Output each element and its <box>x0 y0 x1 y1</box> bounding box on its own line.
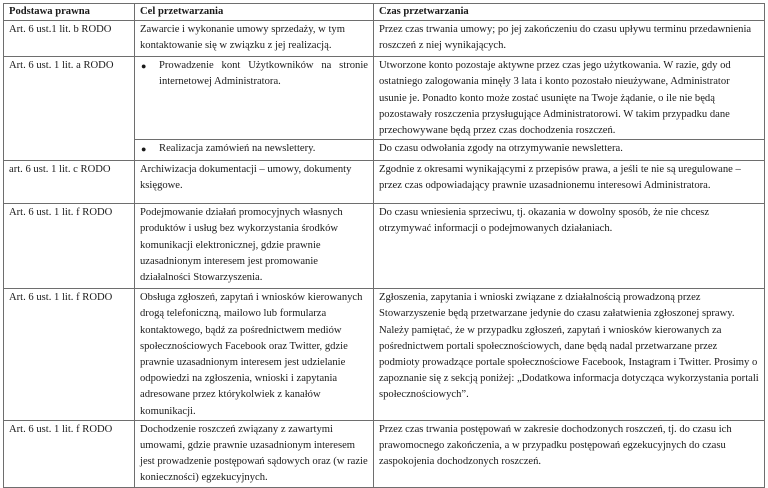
purpose-cell: Zawarcie i wykonanie umowy sprzedaży, w tym kontaktowanie się w związku z jej realizacją. <box>135 21 374 57</box>
table-row <box>4 204 765 289</box>
duration-cell: Do czasu odwołania zgody na otrzymywanie newslettera. <box>374 140 765 161</box>
purpose-cell: Podejmowanie działań promocyjnych własnych produktów i usług bez wykorzystania środków komunikacji elektronicznej, gdzie prawnie uzasadnionym interesem jest promowanie działalności Stowarzyszenia. <box>135 204 374 289</box>
legal-basis-cell: art. 6 ust. 1 lit. c RODO <box>4 161 135 204</box>
table-row <box>4 289 765 421</box>
table-row <box>4 57 765 140</box>
duration-cell: Przez czas trwania umowy; po jej zakończeniu do czasu upływu terminu przedawnienia roszczeń z niej wynikających. <box>374 21 765 57</box>
legal-basis-cell: Art. 6 ust.1 lit. b RODO <box>4 21 135 57</box>
duration-cell: Zgodnie z okresami wynikającymi z przepisów prawa, a jeśli te nie są uregulowane – przez czas odpowiadający prawnie uzasadnionemu interesowi Administratora. <box>374 161 765 204</box>
header-duration: Czas przetwarzania <box>374 4 765 21</box>
duration-cell: Zgłoszenia, zapytania i wnioski związane z działalnością prowadzoną przez Stowarzyszenie będą przetwarzane jedynie do czasu załatwienia zgłoszonej sprawy. Należy pamiętać, że w przypadku zgłoszeń, zapytań i wniosków kierowanych za pośrednictwem portali społecznościowych, dane będą nadal przetwarzane przez podmioty prowadzące portale społecznościowe Facebook, Instagram i Twitter. Prosimy o zapoznanie się z sekcją poniżej: „Dodatkowa informacja dotycząca wykorzystania portali społecznościowych”. <box>374 289 765 421</box>
bullet-icon: ● <box>141 61 147 72</box>
duration-cell: Do czasu wniesienia sprzeciwu, tj. okazania w dowolny sposób, że nie chcesz otrzymywać informacji o podejmowanych działaniach. <box>374 204 765 289</box>
bullet-item <box>140 141 368 157</box>
purpose-cell: Dochodzenie roszczeń związany z zawartymi umowami, gdzie prawnie uzasadnionym interesem jest prowadzenie postępowań sądowych oraz (w razie konieczności) egzekucyjnych. <box>135 420 374 487</box>
bullet-icon: ● <box>141 144 147 155</box>
header-legal-basis: Podstawa prawna <box>4 4 135 21</box>
table-row <box>4 420 765 487</box>
purpose-cell <box>135 57 374 140</box>
bullet-text: Realizacja zamówień na newslettery. <box>159 143 316 155</box>
legal-basis-cell: Art. 6 ust. 1 lit. f RODO <box>4 204 135 289</box>
bullet-item <box>140 58 368 90</box>
purpose-cell: Archiwizacja dokumentacji – umowy, dokumenty księgowe. <box>135 161 374 204</box>
legal-basis-cell: Art. 6 ust. 1 lit. a RODO <box>4 57 135 161</box>
table-header-row <box>4 4 765 21</box>
duration-cell: Utworzone konto pozostaje aktywne przez czas jego użytkowania. W razie, gdy od ostatniego zalogowania minęły 3 lata i konto pozostało nieużywane, Administrator usunie je. Ponadto konto może zostać usunięte na Twoje żądanie, o ile nie będą pozostawały roszczenia przysługujące Administratorowi. W takim przypadku dane przechowywane będą przez czas dochodzenia roszczeń. <box>374 57 765 140</box>
table-row <box>4 161 765 204</box>
purpose-cell <box>135 140 374 161</box>
duration-cell: Przez czas trwania postępowań w zakresie dochodzonych roszczeń, tj. do czasu ich prawomocnego zakończenia, a w przypadku postępowań egzekucyjnych do czasu zaspokojenia dochodzonych roszczeń. <box>374 420 765 487</box>
legal-basis-cell: Art. 6 ust. 1 lit. f RODO <box>4 289 135 421</box>
legal-basis-cell: Art. 6 ust. 1 lit. f RODO <box>4 420 135 487</box>
purpose-cell: Obsługa zgłoszeń, zapytań i wniosków kierowanych drogą telefoniczną, mailowo lub formularza kontaktowego, bądź za pośrednictwem mediów społecznościowych Facebook oraz Twitter, gdzie prawnie uzasadnionym interesem jest udzielanie odpowiedzi na zgłoszenia, wnioski i zapytania adresowane przez którykolwiek z kanałów komunikacji. <box>135 289 374 421</box>
bullet-text: Prowadzenie kont Użytkowników na stronie internetowej Administratora. <box>159 60 368 88</box>
gdpr-processing-table <box>3 3 765 488</box>
table-row <box>4 21 765 57</box>
header-purpose: Cel przetwarzania <box>135 4 374 21</box>
